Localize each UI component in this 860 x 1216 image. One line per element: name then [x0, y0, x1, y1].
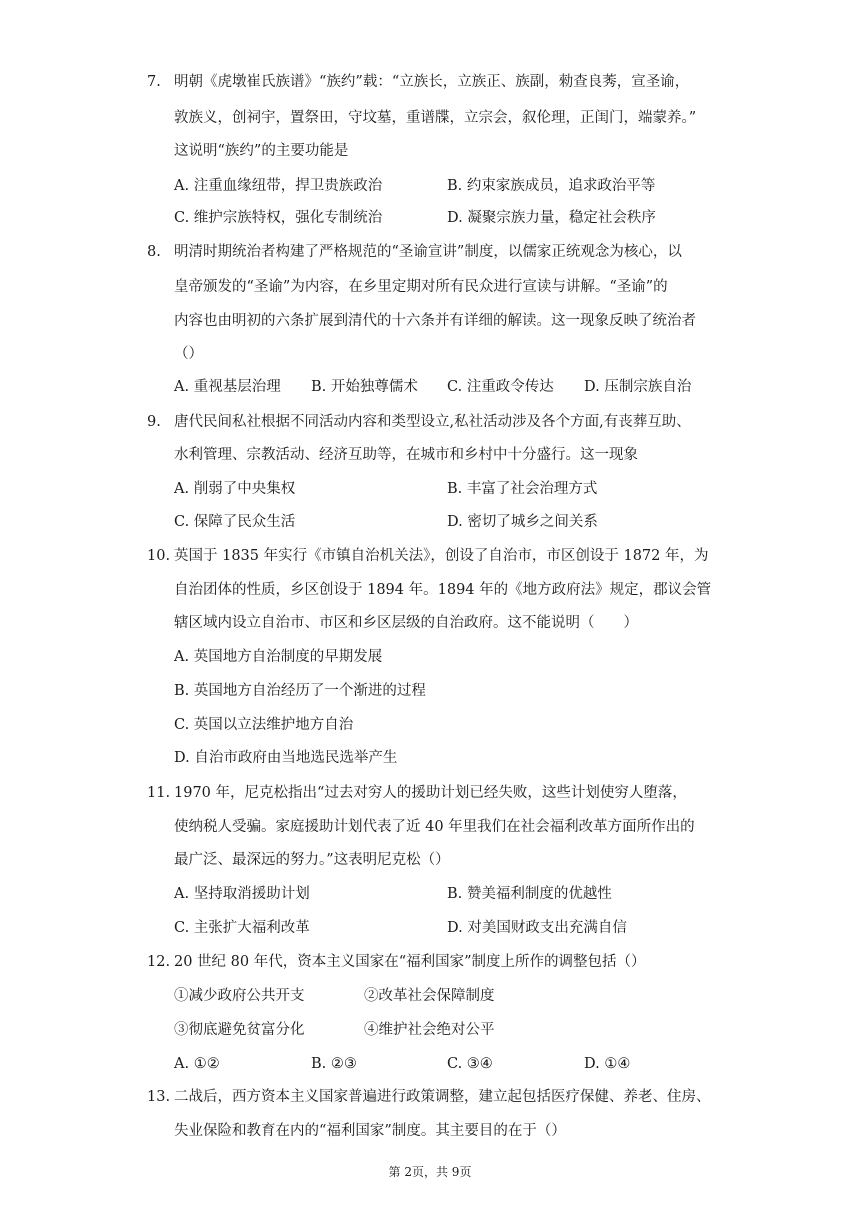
- option-a: A. 坚持取消援助计划: [174, 886, 310, 902]
- question-number: 12.: [147, 954, 171, 970]
- option-b: B. 开始独尊儒术: [311, 379, 418, 395]
- option-a: A. 注重血缘纽带，捍卫贵族政治: [174, 178, 383, 194]
- option-c: C. 注重政令传达: [447, 379, 554, 395]
- option-a: A. ①②: [174, 1056, 220, 1072]
- question-text: 20 世纪 80 年代，资本主义国家在“福利国家”制度上所作的调整包括（）: [174, 954, 646, 970]
- option-d: D. 密切了城乡之间关系: [447, 514, 598, 530]
- question-number: 8.: [147, 244, 161, 260]
- option-a: A. 重视基层治理: [174, 379, 281, 395]
- statement-item: ①减少政府公共开支: [174, 988, 305, 1004]
- option-c: C. ③④: [447, 1056, 493, 1072]
- option-c: C. 主张扩大福利改革: [174, 920, 310, 936]
- question-number: 13.: [147, 1089, 171, 1105]
- question-text: 失业保险和教育在内的“福利国家”制度。其主要目的在于（）: [174, 1123, 566, 1139]
- question-text: （）: [174, 346, 203, 362]
- option-a: A. 削弱了中央集权: [174, 481, 296, 497]
- question-number: 9.: [147, 414, 161, 430]
- option-d: D. 压制宗族自治: [584, 379, 692, 395]
- question-text: 内容也由明初的六条扩展到清代的十六条并有详细的解读。这一现象反映了统治者: [174, 313, 696, 329]
- statement-item: ③彻底避免贫富分化: [174, 1022, 305, 1038]
- option-b: B. 丰富了社会治理方式: [447, 481, 598, 497]
- option-d: D. 凝聚宗族力量，稳定社会秩序: [447, 210, 656, 226]
- question-text: 水利管理、宗教活动、经济互助等，在城市和乡村中十分盛行。这一现象: [174, 447, 638, 463]
- question-number: 10.: [147, 548, 171, 564]
- question-text: 敦族义，创祠宇，置祭田，守坟墓，重谱牒，立宗会，叙伦理，正闺门，端蒙养。”: [174, 110, 697, 126]
- question-text: 自治团体的性质，乡区创设于 1894 年。1894 年的《地方政府法》规定，郡议会管: [174, 582, 712, 598]
- option-c: C. 保障了民众生活: [174, 514, 296, 530]
- question-text: 皇帝颁发的“圣谕”为内容，在乡里定期对所有民众进行宣读与讲解。“圣谕”的: [174, 279, 668, 295]
- question-text: 明朝《虎墩崔氏族谱》“族约”载：“立族长，立族正、族副，勑查良莠，宣圣谕，: [174, 74, 690, 90]
- question-text: 1970 年，尼克松指出“过去对穷人的援助计划已经失败，这些计划使穷人堕落，: [174, 785, 687, 801]
- option-c: C. 维护宗族特权，强化专制统治: [174, 210, 383, 226]
- question-number: 11.: [147, 785, 171, 801]
- option-d: D. 对美国财政支出充满自信: [447, 920, 627, 936]
- option-d: D. 自治市政府由当地选民选举产生: [174, 750, 398, 766]
- option-b: B. 赞美福利制度的优越性: [447, 886, 612, 902]
- option-d: D. ①④: [584, 1056, 631, 1072]
- option-b: B. ②③: [311, 1056, 357, 1072]
- question-text: 辖区域内设立自治市、市区和乡区层级的自治政府。这不能说明（ ）: [174, 615, 638, 631]
- question-text: 这说明“族约”的主要功能是: [174, 143, 349, 159]
- option-a: A. 英国地方自治制度的早期发展: [174, 649, 383, 665]
- question-text: 英国于 1835 年实行《市镇自治机关法》，创设了自治市，市区创设于 1872 年，为: [174, 548, 709, 564]
- question-text: 唐代民间私社根据不同活动内容和类型设立,私社活动涉及各个方面,有丧葬互助、: [174, 414, 691, 430]
- page-footer: 第 2页，共 9页: [388, 1165, 472, 1179]
- question-number: 7.: [147, 74, 161, 90]
- statement-item: ④维护社会绝对公平: [364, 1022, 495, 1038]
- option-c: C. 英国以立法维护地方自治: [174, 717, 354, 733]
- question-text: 使纳税人受骗。家庭援助计划代表了近 40 年里我们在社会福利改革方面所作出的: [174, 819, 695, 835]
- statement-item: ②改革社会保障制度: [364, 988, 495, 1004]
- question-text: 明清时期统治者构建了严格规范的“圣谕宣讲”制度，以儒家正统观念为核心，以: [174, 244, 682, 260]
- question-text: 最广泛、最深远的努力。”这表明尼克松（）: [174, 852, 450, 868]
- option-b: B. 约束家族成员，追求政治平等: [447, 178, 656, 194]
- option-b: B. 英国地方自治经历了一个渐进的过程: [174, 683, 426, 699]
- question-text: 二战后，西方资本主义国家普遍进行政策调整，建立起包括医疗保健、养老、住房、: [174, 1089, 711, 1105]
